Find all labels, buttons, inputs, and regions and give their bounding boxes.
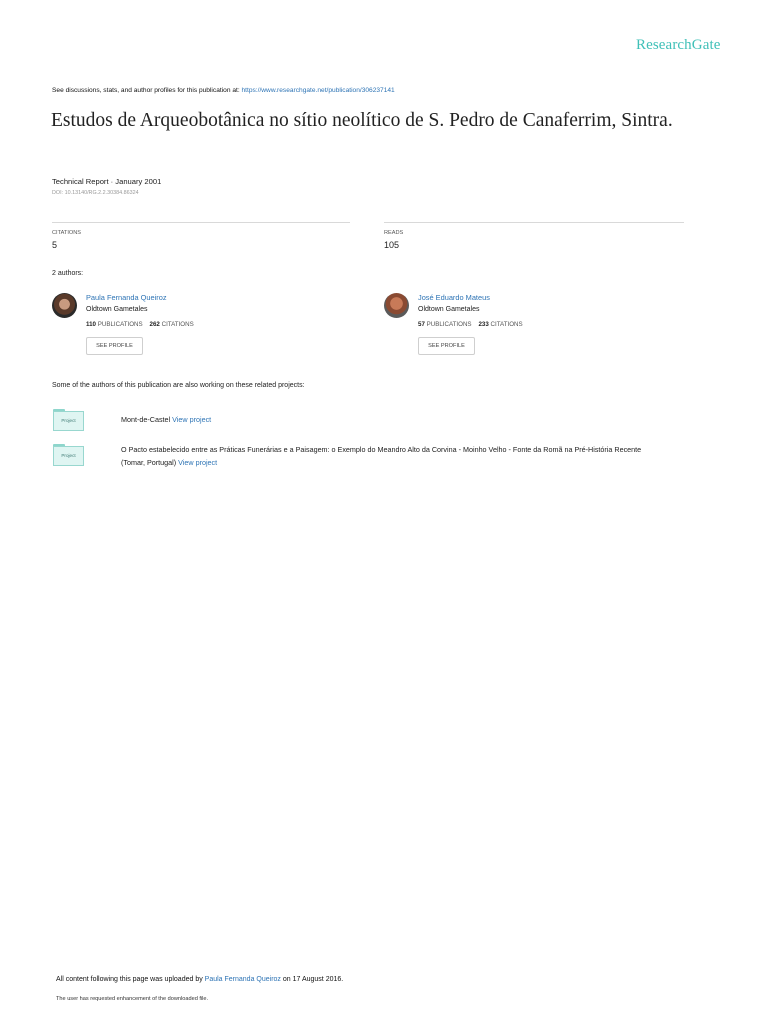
project-item <box>121 443 721 469</box>
reads-value: 105 <box>384 240 400 250</box>
project-folder-icon[interactable] <box>53 409 83 431</box>
author-name-link[interactable]: Paula Fernanda Queiroz <box>86 293 167 302</box>
author-institution: Oldtown Gametales <box>86 306 148 313</box>
citations-value: 5 <box>52 240 58 250</box>
author-stats <box>86 321 194 328</box>
project-icon-label: Project <box>53 411 84 431</box>
see-profile-button[interactable]: SEE PROFILE <box>418 337 475 355</box>
author-name-link[interactable]: José Eduardo Mateus <box>418 293 490 302</box>
publications-label: PUBLICATIONS <box>97 321 143 328</box>
project-folder-icon[interactable] <box>53 444 83 466</box>
citations-label: CITATIONS <box>161 321 194 328</box>
project-name: O Pacto estabelecido entre as Práticas Funerárias e a Paisagem: o Exemplo do Meandro Alto da Corvina - Moinho Velho - Fonte da Romã na Pré-História Recente <box>121 445 642 454</box>
uploader-link[interactable]: Paula Fernanda Queiroz <box>204 976 281 983</box>
publications-label: PUBLICATIONS <box>426 321 472 328</box>
discussions-line <box>52 87 395 94</box>
researchgate-logo[interactable]: ResearchGate <box>636 37 721 53</box>
view-project-link[interactable]: View project <box>178 458 218 467</box>
see-profile-button[interactable]: SEE PROFILE <box>86 337 143 355</box>
related-projects-heading: Some of the authors of this publication are also working on these related projects: <box>52 382 305 389</box>
project-item <box>121 413 211 426</box>
author-avatar[interactable] <box>384 293 409 318</box>
citations-count: 233 <box>478 321 489 328</box>
discussions-text: See discussions, stats, and author profiles for this publication at: <box>52 87 242 94</box>
publications-count: 57 <box>418 321 425 328</box>
publications-count: 110 <box>86 321 96 328</box>
author-avatar[interactable] <box>52 293 77 318</box>
publication-url-link[interactable]: https://www.researchgate.net/publication/306237141 <box>241 87 395 94</box>
upload-date: on 17 August 2016. <box>280 976 344 983</box>
reads-label: READS <box>384 230 404 236</box>
author-stats <box>418 321 523 328</box>
enhancement-note: The user has requested enhancement of the downloaded file. <box>56 996 209 1002</box>
citations-label: CITATIONS <box>52 230 82 236</box>
view-project-link[interactable]: View project <box>172 415 212 424</box>
project-name-continued <box>121 456 721 469</box>
citations-label: CITATIONS <box>490 321 523 328</box>
project-icon-label: Project <box>53 446 84 466</box>
report-type-date: Technical Report · January 2001 <box>52 177 162 186</box>
publication-title: Estudos de Arqueobotânica no sítio neolítico de S. Pedro de Canaferrim, Sintra. <box>51 110 673 131</box>
doi: DOI: 10.13140/RG.2.2.30384.86324 <box>52 190 139 196</box>
citations-count: 262 <box>149 321 160 328</box>
divider <box>384 222 684 223</box>
upload-note <box>56 976 343 983</box>
author-institution: Oldtown Gametales <box>418 306 480 313</box>
upload-prefix: All content following this page was uploaded by <box>56 976 205 983</box>
authors-heading: 2 authors: <box>52 270 84 277</box>
project-location: (Tomar, Portugal) <box>121 458 177 467</box>
project-name: Mont-de-Castel <box>121 415 171 424</box>
divider <box>52 222 350 223</box>
